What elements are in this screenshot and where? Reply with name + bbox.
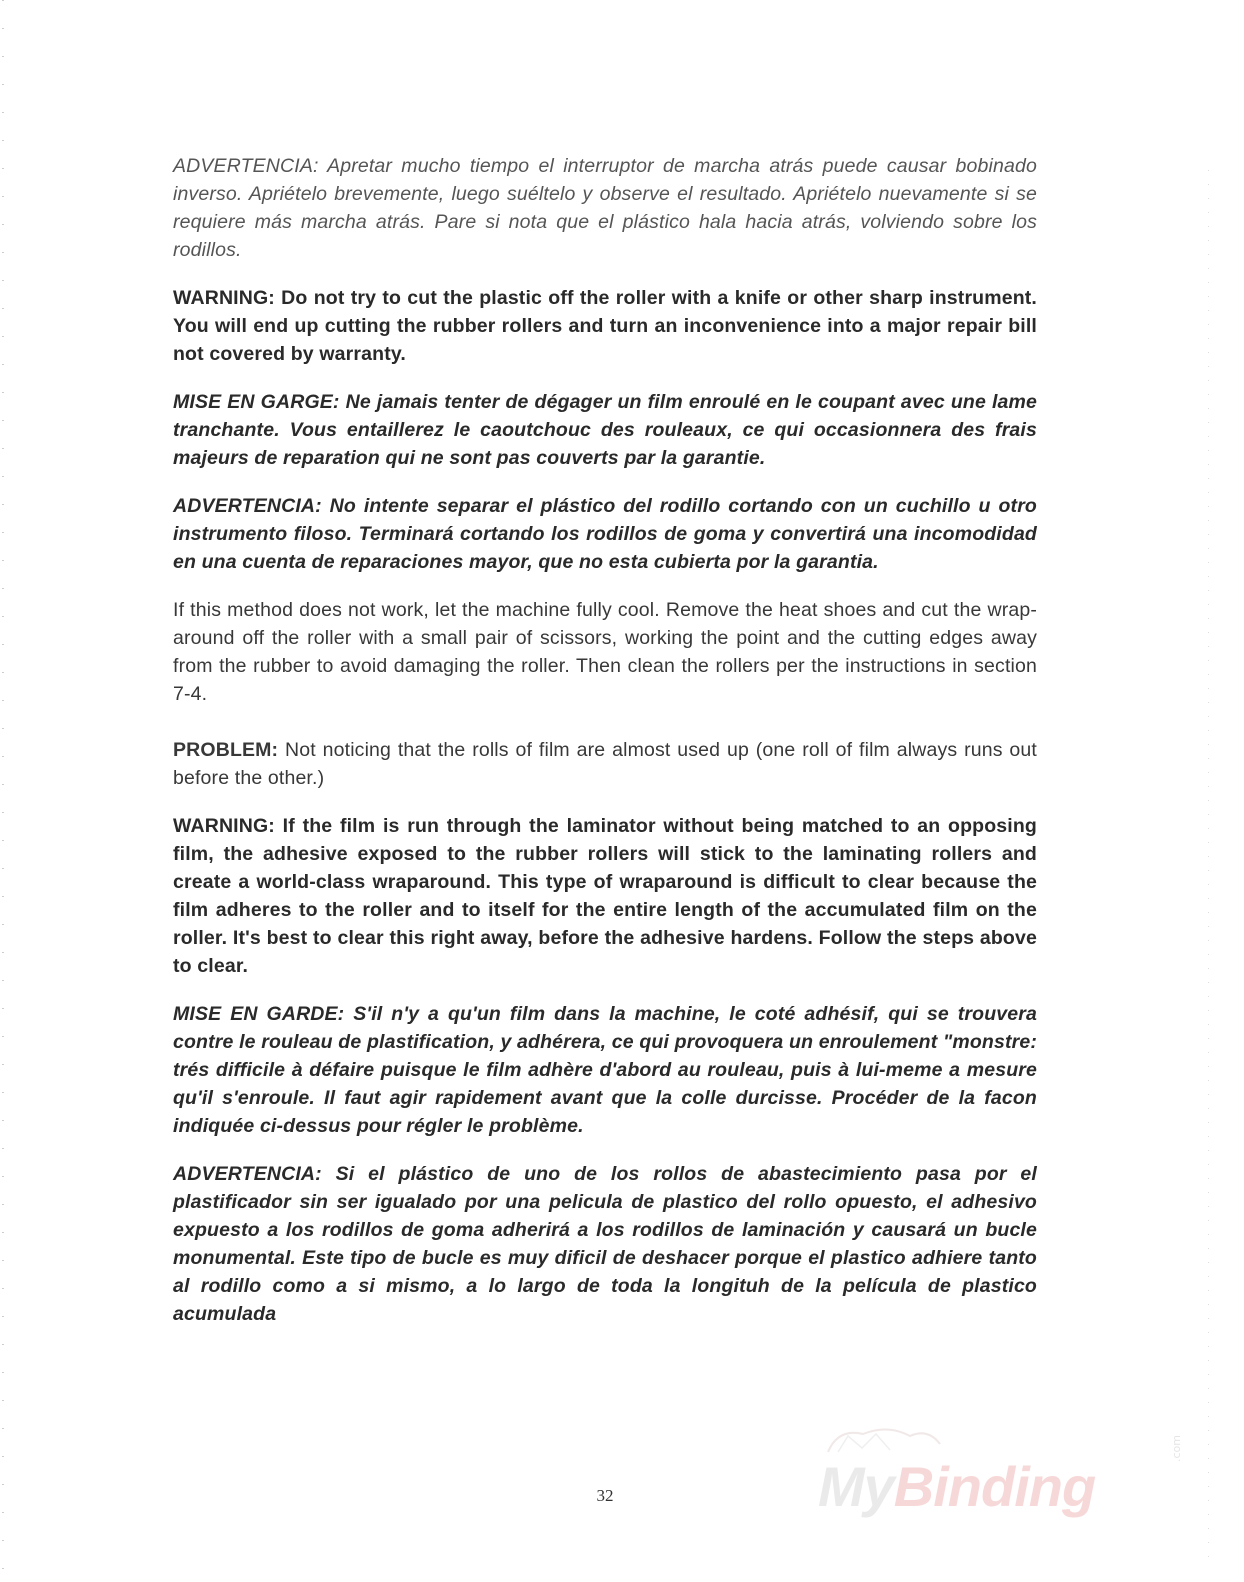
paragraph-text: Ne jamais tenter de dégager un film enroulé en le coupant avec une lame tranchante. Vous entaillerez le caoutchouc des rouleaux, ce qui occasionnera des frais majeurs de reparation qui ne sont pas couverts par la garantie.: [173, 391, 1038, 469]
mybinding-watermark: [818, 1418, 1188, 1518]
paragraph-text: Do not try to cut the plastic off the roller with a knife or other sharp instrument. You will end up cutting the rubber rollers and turn an inconvenience into a major repair bill not covered by warranty.: [173, 287, 1037, 365]
watermark-text: MyBinding: [818, 1455, 1096, 1518]
warning-film-paragraph: [173, 812, 1037, 980]
mise-en-garde-paragraph: [173, 1000, 1037, 1140]
page-number: 32: [596, 1486, 614, 1505]
paragraph-text: S'il n'y a qu'un film dans la machine, le coté adhésif, qui se trouvera contre le rouleau de plastification, y adhérera, ce qui provoquera un enroulement "monstre: trés difficile à défaire puisque le film adhère d'abord au rouleau, puis à lui-meme a mesure qu'il s'enroule. Il faut agir rapidement avant que la colle durcisse. Procéder de la facon indiquée ci-dessus pour régler le problème.: [173, 1003, 1037, 1137]
scan-edge-left: [2, 0, 4, 1582]
paragraph-label: PROBLEM:: [173, 739, 279, 761]
advertencia-film-paragraph: [173, 1160, 1037, 1328]
paragraph-text: Not noticing that the rolls of film are almost used up (one roll of film always runs out before the other.): [173, 739, 1037, 789]
paragraph-label: WARNING:: [173, 815, 275, 837]
scan-edge-right: [1208, 170, 1209, 1570]
paragraph-label: ADVERTENCIA:: [173, 155, 319, 177]
watermark-suffix: .com: [1170, 1435, 1183, 1462]
watermark-logo-icon: [818, 1418, 958, 1458]
paragraph-label: ADVERTENCIA:: [173, 1163, 322, 1185]
paragraph-text: If the film is run through the laminator without being matched to an opposing film, the adhesive exposed to the rubber rollers will stick to the laminating rollers and create a world-class wraparound. This type of wraparound is difficult to clear because the film adheres to the roller and to itself for the entire length of the accumulated film on the roller. It's best to clear this right away, before the adhesive hardens. Follow the steps above to clear.: [173, 815, 1037, 977]
paragraph-text: No intente separar el plástico del rodillo cortando con un cuchillo u otro instrumento filoso. Terminará cortando los rodillos de goma y convertirá una incomodidad en una cuenta de reparaciones mayor, que no esta cubierta por la garantia.: [173, 495, 1037, 573]
mise-en-garge-paragraph: [173, 388, 1037, 472]
paragraph-text: Si el plástico de uno de los rollos de abastecimiento pasa por el plastificador sin ser igualado por una pelicula de plastico del rollo opuesto, el adhesivo expuesto a los rodillos de goma adherirá a los rodillos de laminación y causará un bucle monumental. Este tipo de bucle es muy dificil de deshacer porque el plastico adhiere tanto al rodillo como a si mismo, a lo largo de toda la longituh de la película de plastico acumulada: [173, 1163, 1037, 1325]
paragraph-label: MISE EN GARDE:: [173, 1003, 345, 1025]
paragraph-label: WARNING:: [173, 287, 275, 309]
paragraph-label: ADVERTENCIA:: [173, 495, 322, 517]
advertencia-cut-paragraph: [173, 492, 1037, 576]
instruction-paragraph: [173, 596, 1037, 708]
advertencia-reverse-paragraph: [173, 152, 1037, 264]
problem-paragraph: [173, 736, 1037, 792]
warning-cut-paragraph: [173, 284, 1037, 368]
page-body: [173, 152, 1037, 1348]
paragraph-text: If this method does not work, let the machine fully cool. Remove the heat shoes and cut the wrap-around off the roller with a small pair of scissors, working the point and the cutting edges away from the rubber to avoid damaging the roller. Then clean the rollers per the instructions in section 7-4.: [173, 599, 1037, 705]
paragraph-label: MISE EN GARGE:: [173, 391, 340, 413]
paragraph-text: Apretar mucho tiempo el interruptor de marcha atrás puede causar bobinado inverso. Apriételo brevemente, luego suéltelo y observe el resultado. Apriételo nuevamente si se requiere más marcha atrás. Pare si nota que el plástico hala hacia atrás, volviendo sobre los rodillos.: [173, 155, 1037, 261]
